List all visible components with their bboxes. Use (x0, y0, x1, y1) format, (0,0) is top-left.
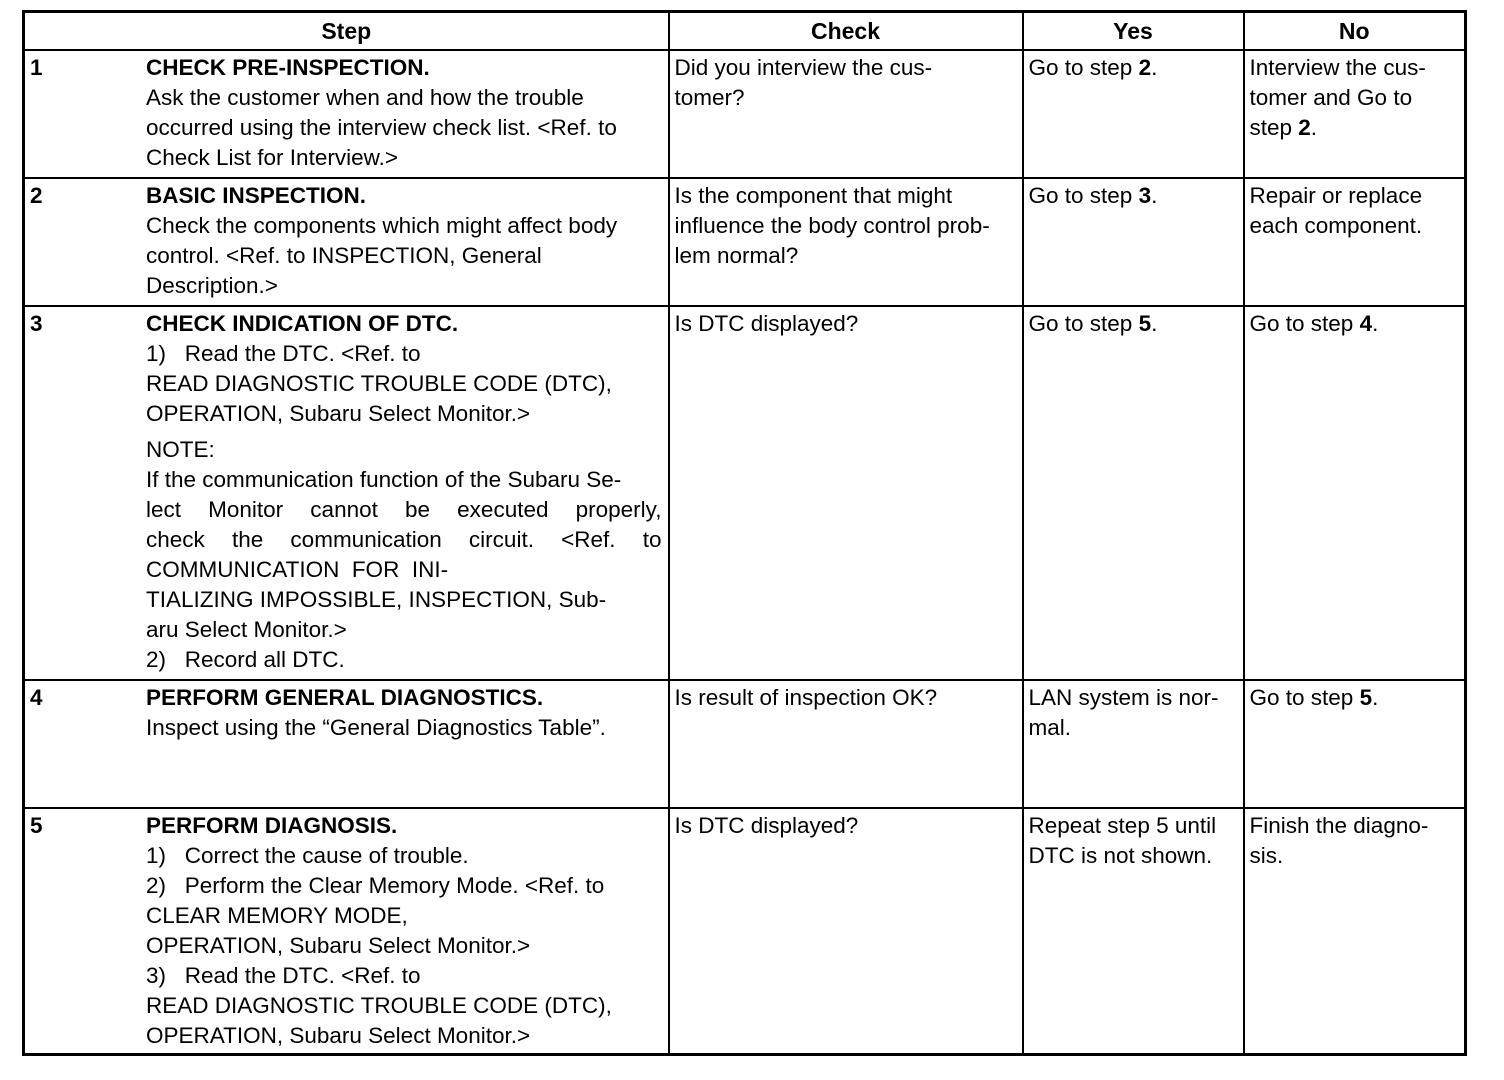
step-line: OPERATION, Subaru Select Monitor.> (146, 933, 531, 958)
yes-line: Repeat step 5 until (1028, 813, 1217, 838)
header-yes: Yes (1023, 12, 1244, 51)
no-tail: . (1372, 685, 1379, 710)
step-line: 2) Record all DTC. (146, 647, 345, 672)
step-line: Check List for Interview.> (146, 145, 398, 170)
yes-cell (1023, 680, 1244, 808)
step-line: OPERATION, Subaru Select Monitor.> (146, 401, 531, 426)
step-number: 2 (30, 183, 43, 208)
yes-step-ref: 3 (1138, 183, 1152, 208)
note-line: If the communication function of the Subaru Se- (146, 467, 622, 492)
table-row (24, 680, 1466, 808)
no-text: Go to step (1249, 685, 1360, 710)
diagnostic-table (22, 10, 1467, 1056)
note-line: TIALIZING IMPOSSIBLE, INSPECTION, Sub- (146, 587, 607, 612)
check-line: Is DTC displayed? (674, 813, 859, 838)
step-line: CLEAR MEMORY MODE, (146, 903, 408, 928)
header-check: Check (669, 12, 1023, 51)
step-line: 3) Read the DTC. <Ref. to (146, 963, 421, 988)
yes-tail: . (1151, 311, 1158, 336)
no-cell (1244, 306, 1466, 680)
step-line: Description.> (146, 273, 278, 298)
check-line: Did you interview the cus- (674, 55, 933, 80)
step-number: 4 (30, 685, 43, 710)
check-cell (669, 680, 1023, 808)
table-row (24, 808, 1466, 1055)
step-line: 1) Correct the cause of trouble. (146, 843, 469, 868)
no-cell (1244, 178, 1466, 306)
yes-text: Go to step (1028, 183, 1139, 208)
step-line: occurred using the interview check list. <Ref. to (146, 115, 617, 140)
check-line: influence the body control prob- (674, 213, 990, 238)
step-cell (24, 178, 669, 306)
yes-cell (1023, 306, 1244, 680)
no-text: step (1249, 115, 1299, 140)
step-line: Ask the customer when and how the trouble (146, 85, 584, 110)
note-label: NOTE: (146, 437, 215, 462)
no-cell (1244, 808, 1466, 1055)
step-cell (24, 306, 669, 680)
step-number: 1 (30, 55, 43, 80)
check-cell (669, 50, 1023, 178)
yes-text: Go to step (1028, 311, 1139, 336)
check-line: Is DTC displayed? (674, 311, 859, 336)
yes-cell (1023, 50, 1244, 178)
yes-line: mal. (1028, 715, 1072, 740)
step-cell (24, 50, 669, 178)
check-line: lem normal? (674, 243, 799, 268)
check-cell (669, 178, 1023, 306)
no-cell (1244, 50, 1466, 178)
no-tail: . (1372, 311, 1379, 336)
check-line: Is the component that might (674, 183, 953, 208)
no-line: tomer and Go to (1249, 85, 1413, 110)
note-line: lect Monitor cannot be executed properly, (146, 497, 662, 522)
yes-cell (1023, 808, 1244, 1055)
yes-text: Go to step (1028, 55, 1139, 80)
header-row (24, 12, 1466, 51)
table-row (24, 306, 1466, 680)
step-number: 5 (30, 813, 43, 838)
no-step-ref: 4 (1359, 311, 1373, 336)
no-line: Interview the cus- (1249, 55, 1426, 80)
yes-step-ref: 2 (1138, 55, 1152, 80)
note-line: COMMUNICATION FOR INI- (146, 557, 449, 582)
note-line: check the communication circuit. <Ref. to (146, 527, 662, 552)
step-line: OPERATION, Subaru Select Monitor.> (146, 1023, 531, 1048)
no-line: Finish the diagno- (1249, 813, 1429, 838)
yes-tail: . (1151, 183, 1158, 208)
step-title: CHECK INDICATION OF DTC. (146, 311, 459, 336)
no-step-ref: 2 (1298, 115, 1311, 140)
step-line: control. <Ref. to INSPECTION, General (146, 243, 542, 268)
no-text: Go to step (1249, 311, 1360, 336)
step-cell (24, 680, 669, 808)
step-line: 2) Perform the Clear Memory Mode. <Ref. to (146, 873, 605, 898)
step-cell (24, 808, 669, 1055)
step-line: 1) Read the DTC. <Ref. to (146, 341, 421, 366)
yes-line: LAN system is nor- (1028, 685, 1219, 710)
step-title: BASIC INSPECTION. (146, 183, 367, 208)
step-line: READ DIAGNOSTIC TROUBLE CODE (DTC), (146, 371, 612, 396)
step-number: 3 (30, 311, 43, 336)
yes-tail: . (1151, 55, 1158, 80)
note-line: aru Select Monitor.> (146, 617, 347, 642)
no-line: sis. (1249, 843, 1284, 868)
header-no: No (1244, 12, 1466, 51)
no-tail: . (1310, 115, 1318, 140)
check-cell (669, 808, 1023, 1055)
step-title: CHECK PRE-INSPECTION. (146, 55, 430, 80)
step-line: READ DIAGNOSTIC TROUBLE CODE (DTC), (146, 993, 612, 1018)
yes-line: DTC is not shown. (1028, 843, 1213, 868)
no-cell (1244, 680, 1466, 808)
header-step: Step (24, 12, 669, 51)
no-line: each component. (1249, 213, 1423, 238)
table-row (24, 178, 1466, 306)
check-line: tomer? (674, 85, 745, 110)
yes-cell (1023, 178, 1244, 306)
check-cell (669, 306, 1023, 680)
step-line: Inspect using the “General Diagnostics Table”. (146, 715, 606, 740)
check-line: Is result of inspection OK? (674, 685, 938, 710)
table-row (24, 50, 1466, 178)
no-line: Repair or replace (1249, 183, 1423, 208)
yes-step-ref: 5 (1138, 311, 1152, 336)
step-title: PERFORM DIAGNOSIS. (146, 813, 398, 838)
step-title: PERFORM GENERAL DIAGNOSTICS. (146, 685, 544, 710)
no-step-ref: 5 (1359, 685, 1373, 710)
step-line: Check the components which might affect body (146, 213, 618, 238)
